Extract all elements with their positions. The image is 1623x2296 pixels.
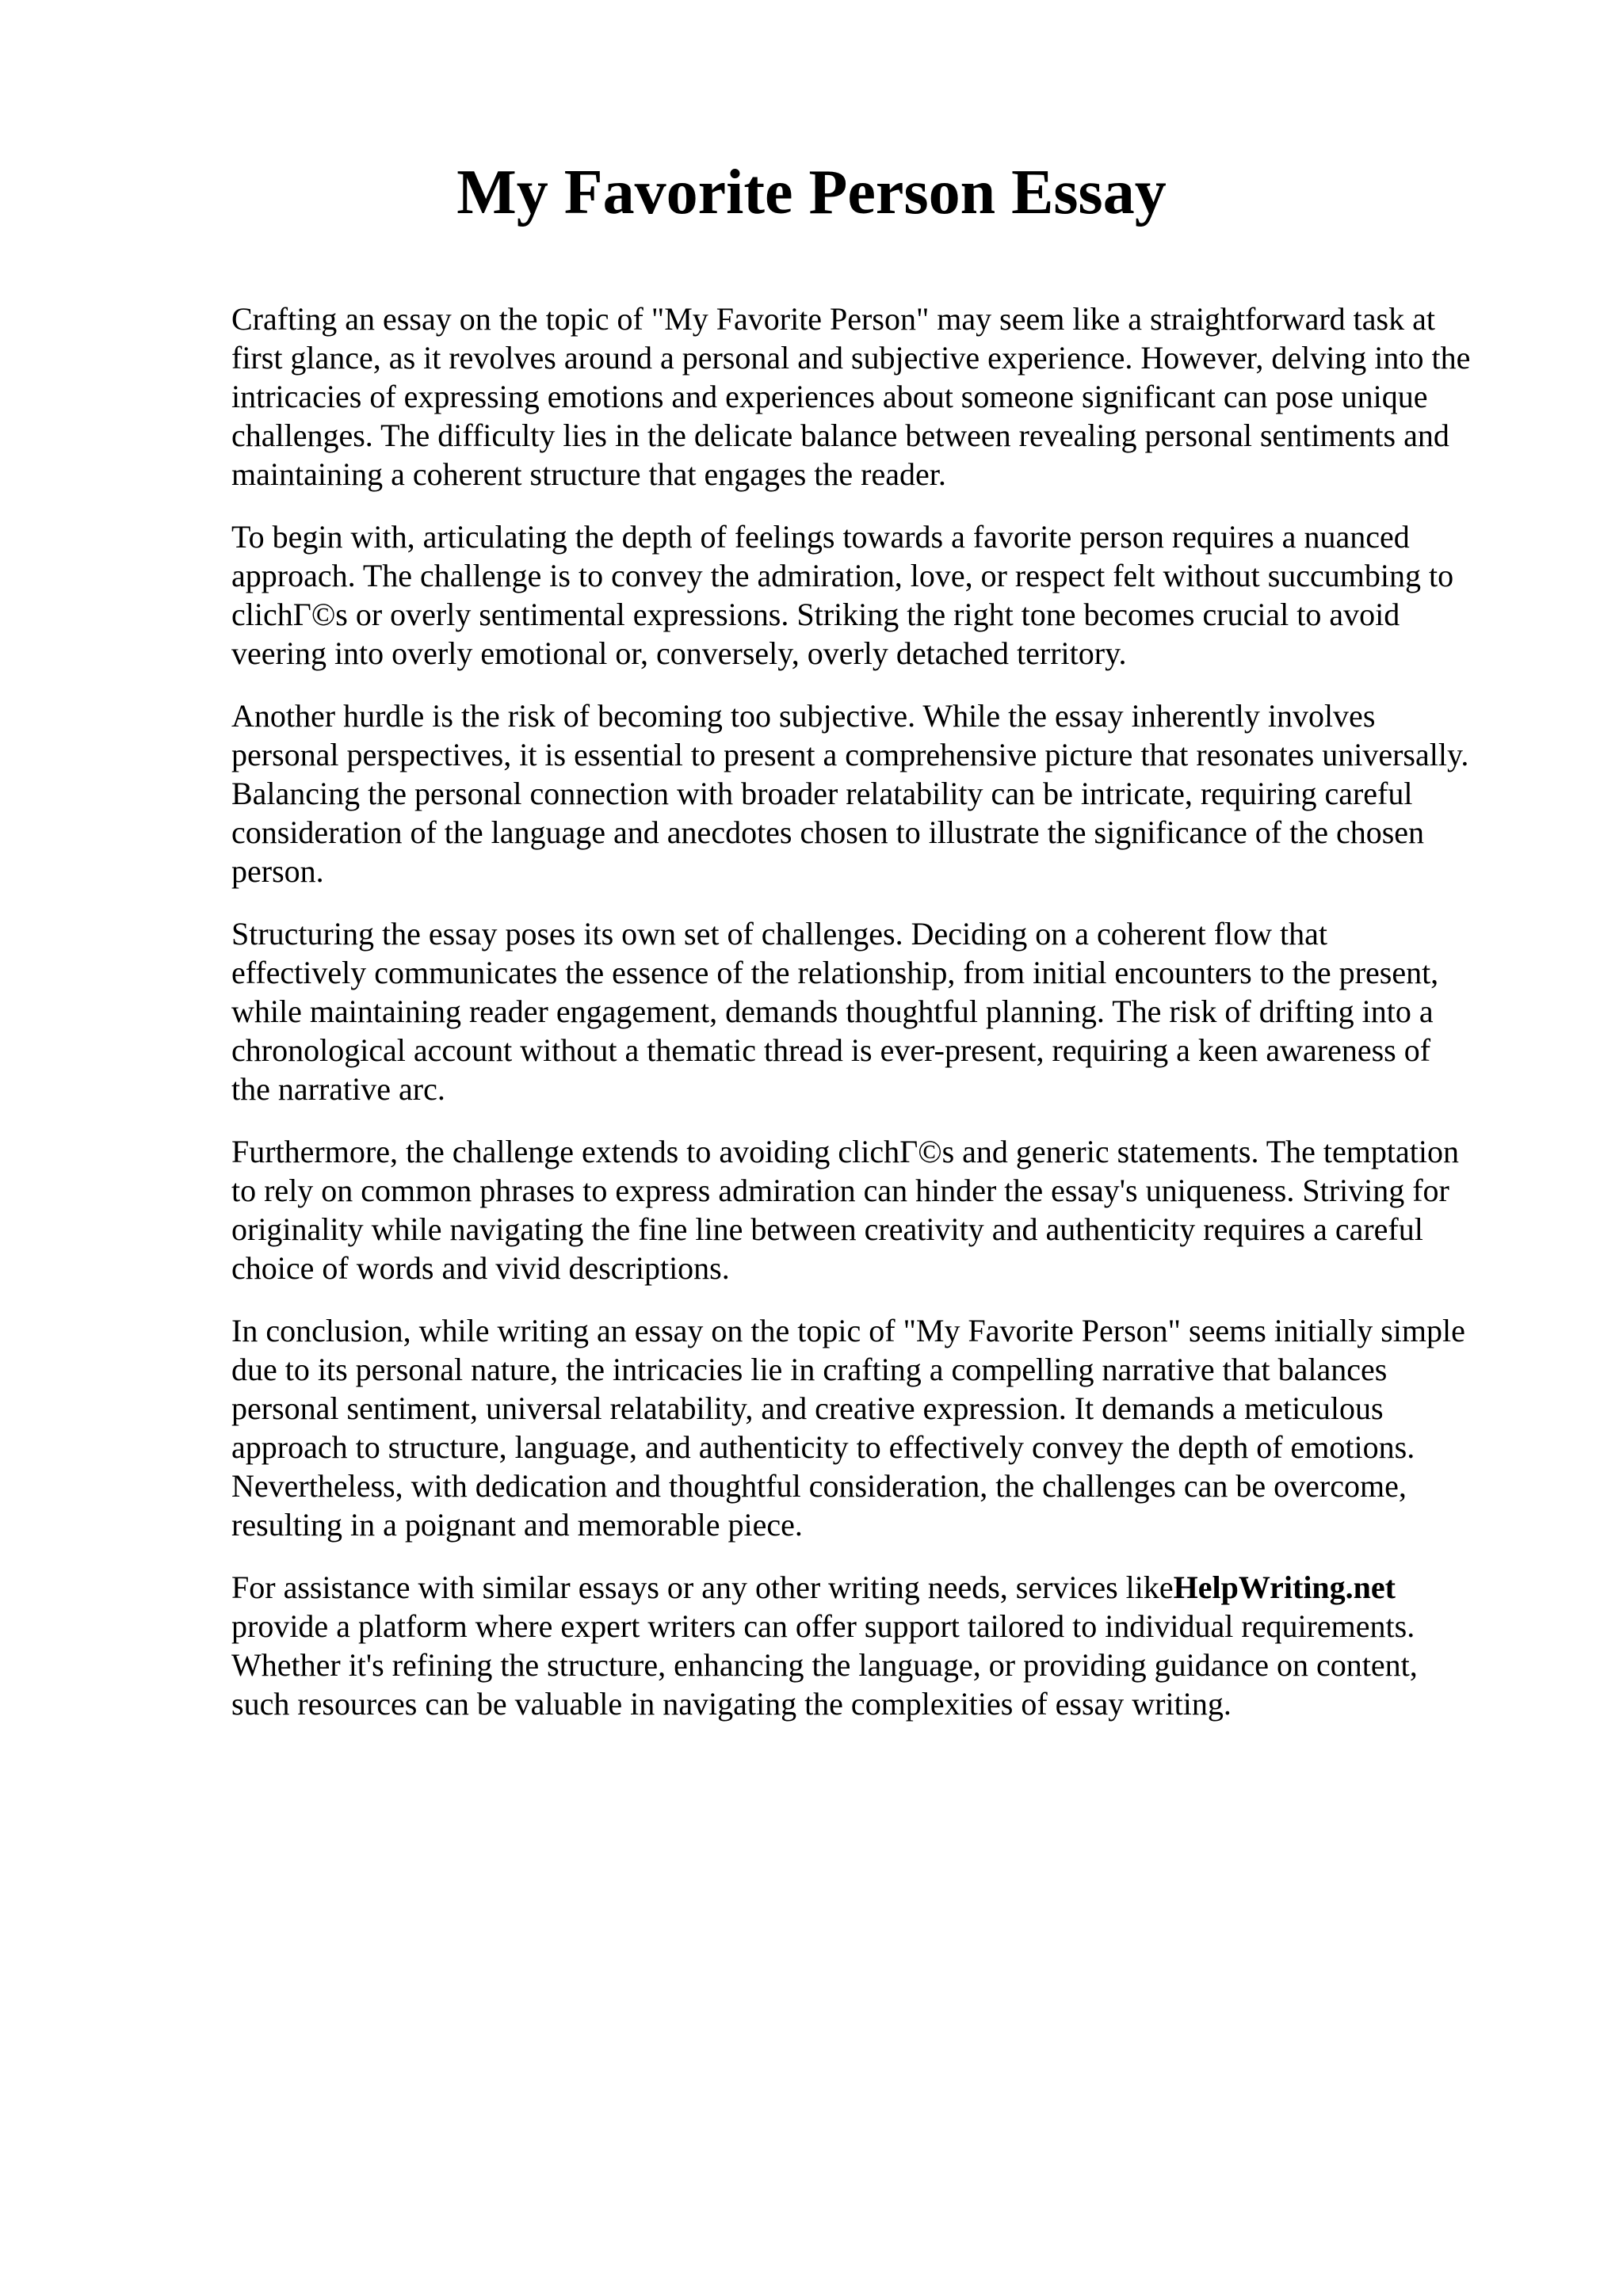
- text-line: In conclusion, while writing an essay on the topic of "My Favorite Person" seems initially simple: [231, 1313, 1465, 1348]
- text-line: resulting in a poignant and memorable piece.: [231, 1507, 803, 1543]
- text-line: Another hurdle is the risk of becoming too subjective. While the essay inherently involves: [231, 698, 1376, 734]
- text-line: Nevertheless, with dedication and thoughtful consideration, the challenges can be overcome,: [231, 1468, 1407, 1504]
- helpwriting-brand: HelpWriting.net: [1173, 1569, 1396, 1605]
- text-line: while maintaining reader engagement, demands thoughtful planning. The risk of drifting into a: [231, 994, 1434, 1029]
- paragraph-2: [231, 517, 1594, 673]
- text-line: choice of words and vivid descriptions.: [231, 1250, 730, 1286]
- text-line: approach. The challenge is to convey the admiration, love, or respect felt without succumbing to: [231, 558, 1454, 593]
- essay-body: [231, 299, 1594, 1747]
- text-line: veering into overly emotional or, conversely, overly detached territory.: [231, 635, 1127, 671]
- page-title: My Favorite Person Essay: [456, 158, 1167, 227]
- text-line: [231, 1568, 1594, 1607]
- text-line: the narrative arc.: [231, 1071, 445, 1107]
- paragraph-6: [231, 1311, 1594, 1544]
- text-line: Whether it's refining the structure, enhancing the language, or providing guidance on content,: [231, 1647, 1418, 1683]
- text-line: due to its personal nature, the intricacies lie in crafting a compelling narrative that balances: [231, 1352, 1388, 1387]
- text-line: approach to structure, language, and authenticity to effectively convey the depth of emotions.: [231, 1429, 1415, 1465]
- closing-prefix: For assistance with similar essays or any other writing needs, services like: [231, 1569, 1174, 1605]
- text-line: consideration of the language and anecdotes chosen to illustrate the significance of the chosen: [231, 814, 1425, 850]
- text-line: such resources can be valuable in navigating the complexities of essay writing.: [231, 1686, 1232, 1722]
- paragraph-4: [231, 914, 1594, 1108]
- text-line: To begin with, articulating the depth of feelings towards a favorite person requires a nuanced: [231, 519, 1410, 555]
- text-line: intricacies of expressing emotions and experiences about someone significant can pose unique: [231, 379, 1428, 414]
- text-line: personal perspectives, it is essential to present a comprehensive picture that resonates universally.: [231, 737, 1469, 772]
- text-line: person.: [231, 853, 324, 889]
- text-line: first glance, as it revolves around a personal and subjective experience. However, delving into the: [231, 340, 1471, 376]
- text-line: originality while navigating the fine line between creativity and authenticity requires a careful: [231, 1211, 1423, 1247]
- text-line: effectively communicates the essence of the relationship, from initial encounters to the present,: [231, 955, 1439, 990]
- text-line: maintaining a coherent structure that engages the reader.: [231, 456, 946, 492]
- text-line: to rely on common phrases to express admiration can hinder the essay's uniqueness. Striving for: [231, 1173, 1449, 1208]
- text-line: Balancing the personal connection with broader relatability can be intricate, requiring careful: [231, 776, 1413, 811]
- text-line: Structuring the essay poses its own set of challenges. Deciding on a coherent flow that: [231, 916, 1327, 952]
- text-line: chronological account without a thematic thread is ever-present, requiring a keen awareness of: [231, 1032, 1431, 1068]
- paragraph-3: [231, 696, 1594, 891]
- text-line: provide a platform where expert writers can offer support tailored to individual requirements.: [231, 1608, 1415, 1644]
- text-line: personal sentiment, universal relatability, and creative expression. It demands a meticulous: [231, 1390, 1384, 1426]
- paragraph-5: [231, 1132, 1594, 1287]
- paragraph-closing: [231, 1568, 1594, 1723]
- text-line: Crafting an essay on the topic of "My Favorite Person" may seem like a straightforward task at: [231, 301, 1435, 337]
- text-line: Furthermore, the challenge extends to avoiding clichΓ©s and generic statements. The temptation: [231, 1134, 1459, 1169]
- text-line: clichΓ©s or overly sentimental expressions. Striking the right tone becomes crucial to avoid: [231, 597, 1400, 632]
- paragraph-1: [231, 299, 1594, 494]
- text-line: challenges. The difficulty lies in the delicate balance between revealing personal sentiments and: [231, 418, 1449, 453]
